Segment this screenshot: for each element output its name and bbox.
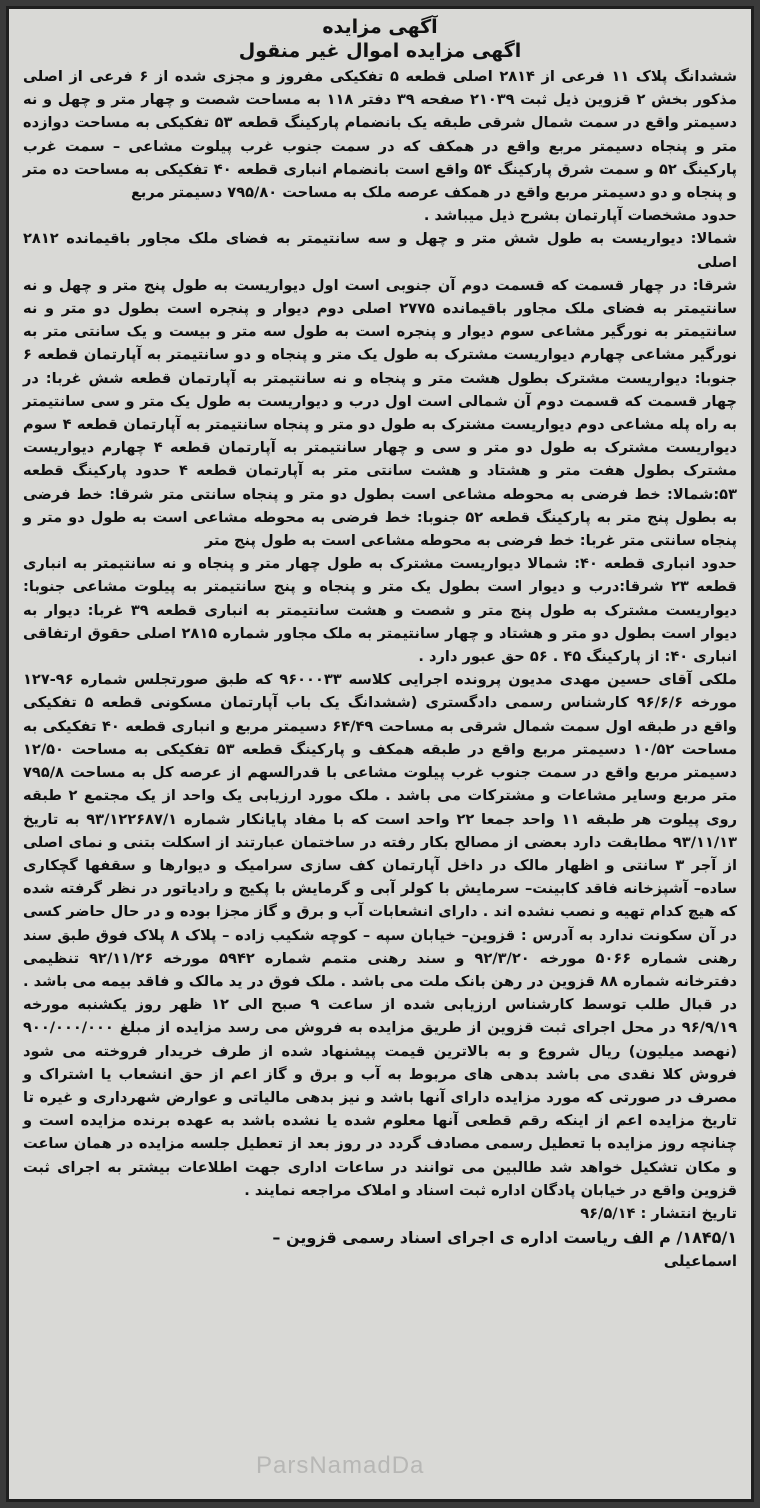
east-south-west-boundaries-paragraph: شرقا: در چهار قسمت که قسمت دوم آن جنوبی است اول دیواریست به طول پنج متر و چهل و نه سانتیمتر به فضای ملک مجاور باقیمانده ۲۷۷۵ اصلی دوم دیوار و پنجره است بطول دو متر و نه سانتیمتر به نورگیر مشاعی سوم دیوار و پنجره است به طول سه متر و بیست و یک سانتی متر به نورگیر مشاعی چهارم دیواریست مشترک به طول یک متر و پنجاه و دو سانتیمتر به آپارتمان قطعه ۶ جنوبا: دیواریست مشترک بطول هشت متر و پنجاه و نه سانتیمتر به آپارتمان قطعه شش غربا: در چهار قسمت که قسمت دوم آن شمالی است اول درب و دیواریست به طول یک متر و سی سانتیمتر به راه پله مشاعی دوم دیواریست مشترک به طول دو متر و پنجاه سانتیمتر به آپارتمان قطعه ۴ سوم دیواریست مشترک به طول دو متر و سی و چهار سانتیمتر به آپارتمان قطعه ۴ چهارم دیواریست مشترک بطول هفت متر و هشتاد و هشت سانتی متر به آپارتمان قطعه ۴ حدود پارکینگ قطعه ۵۳:شمالا: خط فرضی به محوطه مشاعی است بطول دو متر و پنجاه سانتی متر شرقا: خط فرضی به بطول پنج متر به پارکینگ قطعه ۵۲ جنوبا: خط فرضی به محوطه مشاعی است به طول دو متر و پنجاه سانتی متر غربا: خط فرضی به محوطه مشاعی است به طول پنج متر (23, 276, 738, 550)
auction-details-paragraph: ملکی آقای حسین مهدی مدیون پرونده اجرایی کلاسه ۹۶۰۰۰۳۳ که طبق صورتجلس شماره ۹۶-۱۲۷ مورخه ۹۶/۶/۶ کارشناس رسمی دادگستری (ششدانگ یک باب آپارتمان مسکونی قطعه ۵ تفکیکی واقع در طبقه اول سمت شمال شرقی به مساحت ۶۴/۴۹ دسیمتر مربع و انباری قطعه ۴۰ تفکیکی به مساحت ۱۰/۵۲ دسیمتر مربع واقع در طبقه همکف و پارکینگ قطعه ۵۳ تفکیکی به مساحت ۱۲/۵۰ دسیمتر مربع واقع در سمت جنوب غرب پیلوت مشاعی با قدرالسهم از عرصه کل به مساحت ۷۹۵/۸ متر مربع وسایر مشاعات و مشترکات می باشد . ملک مورد ارزیابی یک واحد از یک مجتمع ۲ طبقه روی پیلوت هر طبقه ۱۱ واحد جمعا ۲۲ واحد است که با مفاد پایانکار شماره ۹۳/۱۲۲۶۸۷/۱ به تاریخ ۹۳/۱۱/۱۳ مطابقت دارد بعضی از مصالح بکار رفته در ساختمان عبارتند از اسکلت بتنی و نمای اصلی از آجر ۳ سانتی و اظهار مالک در داخل آپارتمان کف سازی سرامیک و دیوارها و سقفها گچکاری ساده– آشپزخانه فاقد کابینت– سرمایش با کولر آبی و گرمایش با پکیج و رادیاتور در نظر گرفته شده که هیچ کدام تهیه و نصب نشده اند . دارای انشعابات آب و برق و گاز مجزا بوده و در حال حاضر کسی در آن سکونت ندارد به آدرس : قزوین– خیابان سپه – کوچه شکیب زاده – پلاک ۸ پلاک فوق طبق سند رهنی شماره ۵۰۶۶ مورخه ۹۲/۳/۲۰ و سند رهنی متمم شماره ۵۹۴۲ مورخه ۹۲/۱۱/۲۶ تنظیمی دفترخانه شماره ۸۸ قزوین در رهن بانک ملت می باشد . ملک فوق در ید مالک و فاقد بیمه می باشد . در قبال طلب توسط کارشناس ارزیابی شده از ساعت ۹ صبح الی ۱۲ ظهر روز یکشنبه مورخه ۹۶/۹/۱۹ در محل اجرای ثبت قزوین از طریق مزایده به فروش می رسد مزایده از مبلغ ۹۰۰/۰۰۰/۰۰۰ (نهصد میلیون) ریال شروع و به بالاترین قیمت پیشنهاد شده از طرف خریدار فروخته می شود فروش کلا نقدی می باشد بدهی های مربوط به آب و برق و گاز اعم از حق انشعاب یا اشتراک و مصرف در صورتی که مورد مزایده دارای آنها باشد و نیز بدهی مالیاتی و عوارض شهرداری و غیره تا تاریخ مزایده اعم از اینکه رقم قطعی آنها معلوم شده یا نشده باشد به عهده برنده مزایده است و چنانچه روز مزایده با تعطیل رسمی مصادف گردد در روز بعد از تعطیل جلسه مزایده در همان ساعت و مکان تشکیل خواهد شد طالبین می توانند در ساعات اداری جهت اطلاعات بیشتر به اجرای ثبت قزوین واقع در خیابان پادگان اداره ثبت اسناد و املاک مراجعه نمایند . (22, 671, 738, 1199)
watermark: ParsNamadDa (256, 1452, 425, 1479)
signatory-name: اسماعیلی (663, 1251, 737, 1270)
boundaries-intro-paragraph: حدود مشخصات آپارتمان بشرح ذیل میباشد . (423, 207, 737, 225)
notice-title: آگهی مزایده (322, 16, 438, 38)
property-description-paragraph: ششدانگ پلاک ۱۱ فرعی از ۲۸۱۴ اصلی قطعه ۵ تفکیکی مفروز و مجزی شده از ۶ فرعی از اصلی مذکور بخش ۲ قزوین ذیل ثبت ۲۱۰۳۹ صفحه ۳۹ دفتر ۱۱۸ به مساحت شصت و چهار متر و چهل و نه دسیمتر واقع در سمت شمال شرقی طبقه یک بانضمام پارکینگ قطعه ۵۳ تفکیکی به مساحت دوازده متر و پنجاه دسیمتر مربع واقع در همکف که در سمت جنوب غرب پیلوت مشاعی – سمت غرب پارکینگ ۵۲ و سمت شرق پارکینگ ۵۴ واقع است بانضمام انباری قطعه ۴۰ تفکیکی به مساحت ده متر و پنجاه و دو دسیمتر مربع واقع در همکف عرصه ملک به مساحت ۷۹۵/۸۰ دسیمتر مربع (23, 68, 738, 202)
storage-boundaries-paragraph: حدود انباری قطعه ۴۰: شمالا دیواریست مشترک به طول چهار متر و پنجاه و نه سانتیمتر به انباری قطعه ۲۳ شرقا:درب و دیوار است بطول یک متر و پنجاه و پنج سانتیمتر به پیلوت مشاعی جنوبا: دیواریست مشترک به طول پنج متر و شصت و هشت سانتیمتر به انباری قطعه ۳۹ غربا: دیوار به دیوار است بطول دو متر و هشتاد و چهار سانتیمتر به ملک مجاور شماره ۲۸۱۵ اصلی حقوق ارتفاقی انباری ۴۰: از پارکینگ ۴۵ . ۵۶ حق عبور دارد . (23, 555, 738, 666)
notice-subtitle: اگهی مزایده اموال غیر منقول (238, 40, 522, 62)
notice-paper (6, 6, 754, 1502)
signature-line: ۱۸۴۵/۱/ م الف ریاست اداره ی اجرای اسناد رسمی قزوین – (272, 1227, 737, 1247)
north-boundary-paragraph: شمالا: دیواریست به طول شش متر و چهل و سه سانتیمتر به فضای ملک مجاور باقیمانده ۲۸۱۲ اصلی (23, 230, 737, 271)
publish-date: تاریخ انتشار : ۹۶/۵/۱۴ (580, 1204, 737, 1222)
